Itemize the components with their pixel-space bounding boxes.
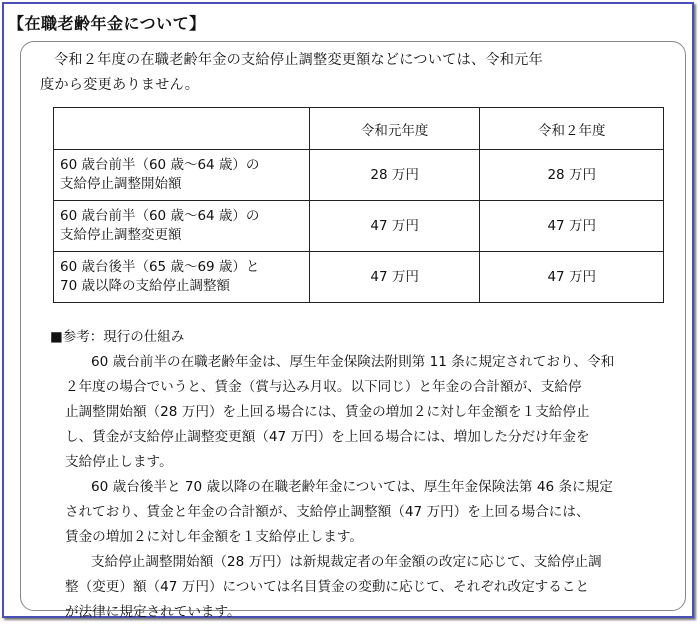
- table-row: [54, 201, 664, 252]
- value-cell: 28 万円: [309, 150, 480, 201]
- table-header-reiwa2: 令和２年度: [480, 108, 664, 150]
- reference-line: し、賃金が支給停止調整変更額（47 万円）を上回る場合には、増加した分だけ年金を: [65, 429, 590, 445]
- value-cell: 28 万円: [480, 150, 664, 201]
- intro-line: 令和２年度の在職老齢年金の支給停止調整変更額などについては、令和元年: [54, 52, 543, 68]
- reference-line: 60 歳台前半の在職老齢年金は、厚生年金保険法附則第 11 条に規定されており、令和: [91, 354, 615, 370]
- reference-line: 賃金の増加２に対し年金額を１支給停止します。: [65, 529, 363, 545]
- intro-line: 度から変更ありません。: [40, 77, 200, 93]
- row-label-line: 60 歳台前半（60 歳～64 歳）の: [60, 208, 260, 224]
- reference-line: 整（変更）額（47 万円）については名目賃金の変動に応じて、それぞれ改定すること: [65, 579, 590, 595]
- table-header-reiwa1: 令和元年度: [309, 108, 480, 150]
- row-label-line: 支給停止調整変更額: [60, 227, 182, 243]
- intro-paragraph: [40, 48, 668, 98]
- reference-line: ２年度の場合でいうと、賃金（賞与込み月収。以下同じ）と年金の合計額が、支給停: [65, 379, 582, 395]
- row-label-cell: [54, 252, 310, 303]
- reference-line: 60 歳台後半と 70 歳以降の在職老齢年金については、厚生年金保険法第 46 条に規定: [91, 479, 613, 495]
- row-label-cell: [54, 150, 310, 201]
- row-label-cell: [54, 201, 310, 252]
- document-frame: [2, 2, 694, 618]
- value-cell: 47 万円: [309, 252, 480, 303]
- reference-line: 支給停止調整開始額（28 万円）は新規裁定者の年金額の改定に応じて、支給停止調: [91, 554, 602, 570]
- table-row: [54, 252, 664, 303]
- section-heading: 【在職老齢年金について】: [8, 14, 206, 33]
- reference-title: ■参考：現行の仕組み: [50, 329, 185, 345]
- table-header-row: [54, 108, 664, 150]
- reference-line: 支給停止します。: [65, 454, 173, 470]
- reference-body: [65, 350, 677, 625]
- row-label-line: 支給停止調整開始額: [60, 176, 182, 192]
- value-cell: 47 万円: [480, 252, 664, 303]
- table-header-empty: [54, 108, 310, 150]
- value-cell: 47 万円: [480, 201, 664, 252]
- table-row: [54, 150, 664, 201]
- row-label-line: 60 歳台後半（65 歳～69 歳）と: [60, 259, 260, 275]
- row-label-line: 60 歳台前半（60 歳～64 歳）の: [60, 157, 260, 173]
- row-label-line: 70 歳以降の支給停止調整額: [60, 278, 230, 294]
- threshold-table: [53, 107, 664, 303]
- reference-line: 止調整開始額（28 万円）を上回る場合には、賃金の増加２に対し年金額を１支給停止: [65, 404, 590, 420]
- reference-line: されており、賃金と年金の合計額が、支給停止調整額（47 万円）を上回る場合には、: [65, 504, 590, 520]
- value-cell: 47 万円: [309, 201, 480, 252]
- reference-line: が法律に規定されています。: [65, 604, 241, 620]
